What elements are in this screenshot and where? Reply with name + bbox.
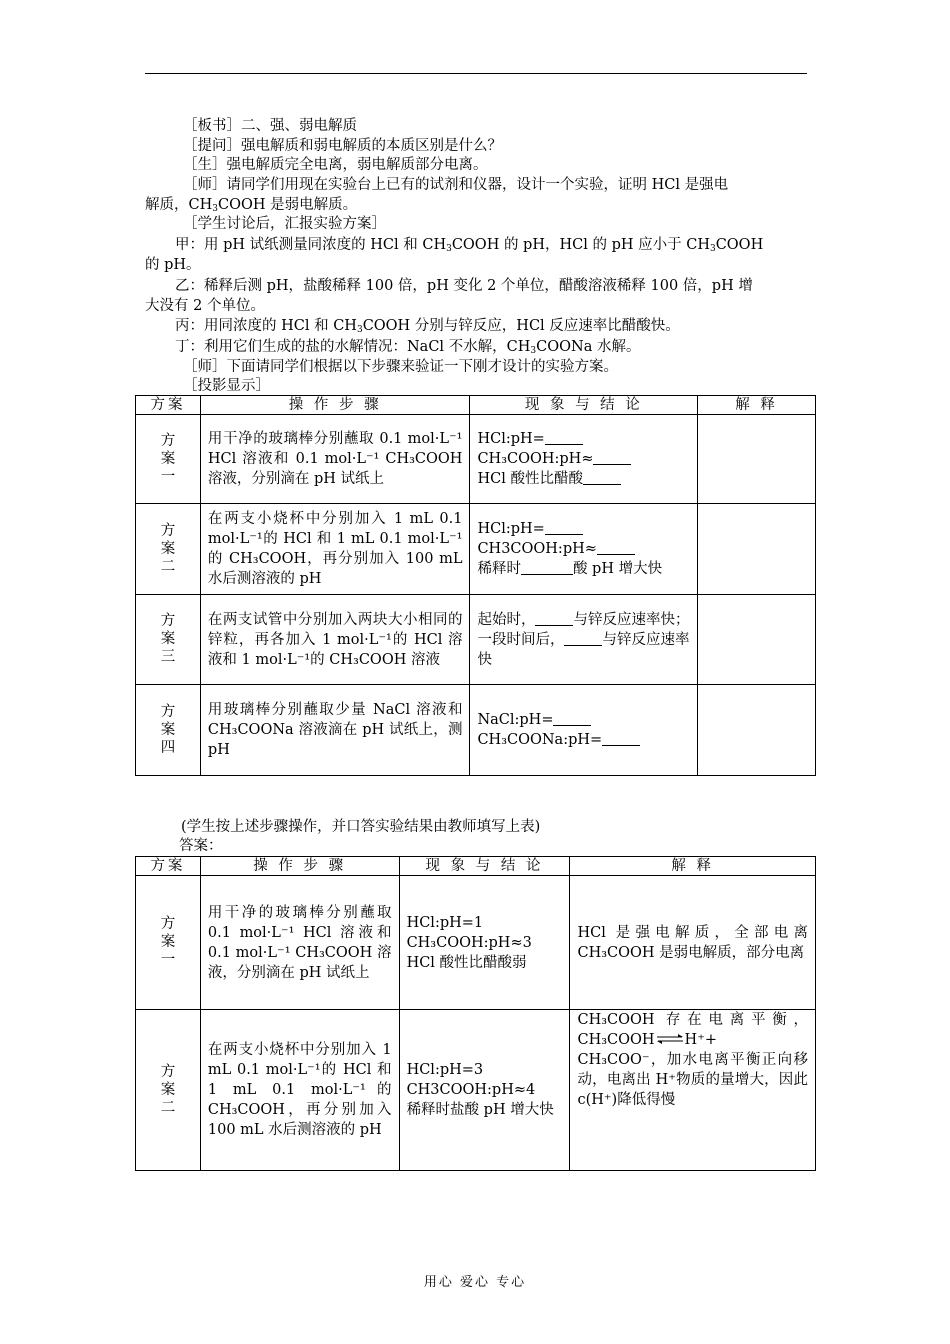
intro-line-3: ［生］强电解质完全电离，弱电解质部分电离。 [183, 157, 488, 173]
answer-blank[interactable] [583, 470, 621, 485]
header-observation: 现 象 与 结 论 [399, 857, 570, 876]
plan-ding: 丁：利用它们生成的盐的水解情况：NaCl 不水解，$CH_3COONa$ 水解。 [175, 339, 641, 356]
answer-blank[interactable] [553, 711, 591, 726]
answer-blank[interactable] [564, 631, 602, 646]
table-header-row [136, 857, 816, 876]
table-row [136, 595, 816, 685]
student-note: (学生按上述步骤操作，并口答实验结果由教师填写上表) [181, 819, 541, 835]
plan-jia-line-2: 的 pH。 [145, 257, 201, 273]
row-label: 方案一 [136, 415, 201, 504]
row-label: 方案一 [136, 876, 201, 1010]
row-label: 方案二 [136, 504, 201, 595]
intro-line-2: ［提问］强电解质和弱电解质的本质区别是什么？ [183, 138, 502, 154]
table-row [136, 876, 816, 1010]
explanation-cell: HCl 是强电解质，全部电离 CH₃COOH 是弱电解质，部分电离 [570, 876, 816, 1010]
plan-yi-line-2: 大没有 2 个单位。 [145, 298, 265, 314]
observation-cell: HCl:pH=3 CH3COOH:pH≈4 稀释时盐酸 pH 增大快 [399, 1010, 570, 1171]
observation-cell: 起始时， 与锌反应速率快； 一段时间后， 与锌反应速率快 [470, 595, 698, 685]
answer-table [135, 856, 816, 1171]
header-steps: 操 作 步 骤 [200, 857, 399, 876]
plan-yi-line-1: 乙：稀释后测 pH，盐酸稀释 100 倍，pH 变化 2 个单位，醋酸溶液稀释 100 倍，pH 增 [175, 278, 753, 294]
intro-line-4b: 解质，$CH_3COOH$ 是弱电解质。 [145, 197, 358, 214]
step-cell: 用干净的玻璃棒分别蘸取 0.1 mol·L⁻¹ HCl 溶液和 0.1 mol·L⁻¹ CH₃COOH 溶液，分别滴在 pH 试纸上 [200, 415, 470, 504]
answer-blank[interactable] [593, 450, 631, 465]
table-row [136, 685, 816, 776]
explanation-cell [698, 685, 816, 776]
header-explanation: 解 释 [570, 857, 816, 876]
header-plan: 方案 [136, 857, 201, 876]
answer-blank[interactable] [535, 611, 573, 626]
row-label: 方案三 [136, 595, 201, 685]
explanation-cell [698, 595, 816, 685]
table-header-row [136, 396, 816, 415]
projection-label: ［投影显示］ [183, 378, 270, 394]
step-cell: 用干净的玻璃棒分别蘸取 0.1 mol·L⁻¹ HCl 溶液和 0.1 mol·L⁻¹ CH₃COOH 溶液，分别滴在 pH 试纸上 [200, 876, 399, 1010]
observation-cell: NaCl:pH= CH₃COONa:pH= [470, 685, 698, 776]
header-steps: 操 作 步 骤 [200, 396, 470, 415]
teacher-line: ［师］下面请同学们根据以下步骤来验证一下刚才设计的实验方案。 [183, 359, 618, 375]
step-cell: 在两支小烧杯中分别加入 1 mL 0.1 mol·L⁻¹的 HCl 和 1 mL 0.1 mol·L⁻¹的 CH₃COOH，再分别加入 100 mL 水后测溶液的 pH [200, 1010, 399, 1171]
header-explanation: 解 释 [698, 396, 816, 415]
observation-cell: HCl:pH= CH₃COOH:pH≈ HCl 酸性比醋酸 [470, 415, 698, 504]
page-footer: 用心 爱心 专心 [423, 1275, 527, 1290]
step-cell: 在两支试管中分别加入两块大小相同的锌粒，再各加入 1 mol·L⁻¹的 HCl 溶液和 1 mol·L⁻¹的 CH₃COOH 溶液 [200, 595, 470, 685]
intro-line-1: ［板书］二、强、弱电解质 [183, 118, 357, 134]
equilibrium-arrow-icon [655, 1030, 685, 1050]
explanation-cell: CH₃COOH 存在电离平衡，CH₃COOH H⁺+ CH₃COO⁻，加水电离平衡正向移动，电离出 H⁺物质的量增大，因此 c(H⁺)降低得慢 [570, 1010, 816, 1171]
header-observation: 现 象 与 结 论 [470, 396, 698, 415]
answer-blank[interactable] [597, 540, 635, 555]
answer-label: 答案： [179, 838, 223, 854]
step-cell: 在两支小烧杯中分别加入 1 mL 0.1 mol·L⁻¹的 HCl 和 1 mL 0.1 mol·L⁻¹的 CH₃COOH，再分别加入 100 mL 水后测溶液的 pH [200, 504, 470, 595]
answer-blank[interactable] [545, 520, 583, 535]
header-rule [145, 73, 807, 74]
answer-blank[interactable] [521, 560, 573, 575]
intro-line-4a: ［师］请同学们用现在实验台上已有的试剂和仪器，设计一个实验，证明 HCl 是强电 [183, 177, 729, 193]
explanation-cell [698, 415, 816, 504]
table-row [136, 504, 816, 595]
experiment-table [135, 395, 816, 776]
step-cell: 用玻璃棒分别蘸取少量 NaCl 溶液和 CH₃COONa 溶液滴在 pH 试纸上，测 pH [200, 685, 470, 776]
plan-bing: 丙：用同浓度的 HCl 和 $CH_3COOH$ 分别与锌反应，HCl 反应速率比醋酸快。 [175, 318, 680, 335]
answer-blank[interactable] [602, 731, 640, 746]
explanation-cell [698, 504, 816, 595]
intro-line-5: ［学生讨论后，汇报实验方案］ [183, 216, 386, 232]
table-row [136, 415, 816, 504]
observation-cell: HCl:pH= CH3COOH:pH≈ 稀释时 酸 pH 增大快 [470, 504, 698, 595]
observation-cell: HCl:pH=1 CH₃COOH:pH≈3 HCl 酸性比醋酸弱 [399, 876, 570, 1010]
row-label: 方案二 [136, 1010, 201, 1171]
answer-blank[interactable] [545, 430, 583, 445]
header-plan: 方案 [136, 396, 201, 415]
table-row [136, 1010, 816, 1171]
row-label: 方案四 [136, 685, 201, 776]
plan-jia-line-1: 甲：用 pH 试纸测量同浓度的 HCl 和 $CH_3COOH$ 的 pH，HCl 的 pH 应小于 $CH_3COOH$ [175, 237, 764, 254]
